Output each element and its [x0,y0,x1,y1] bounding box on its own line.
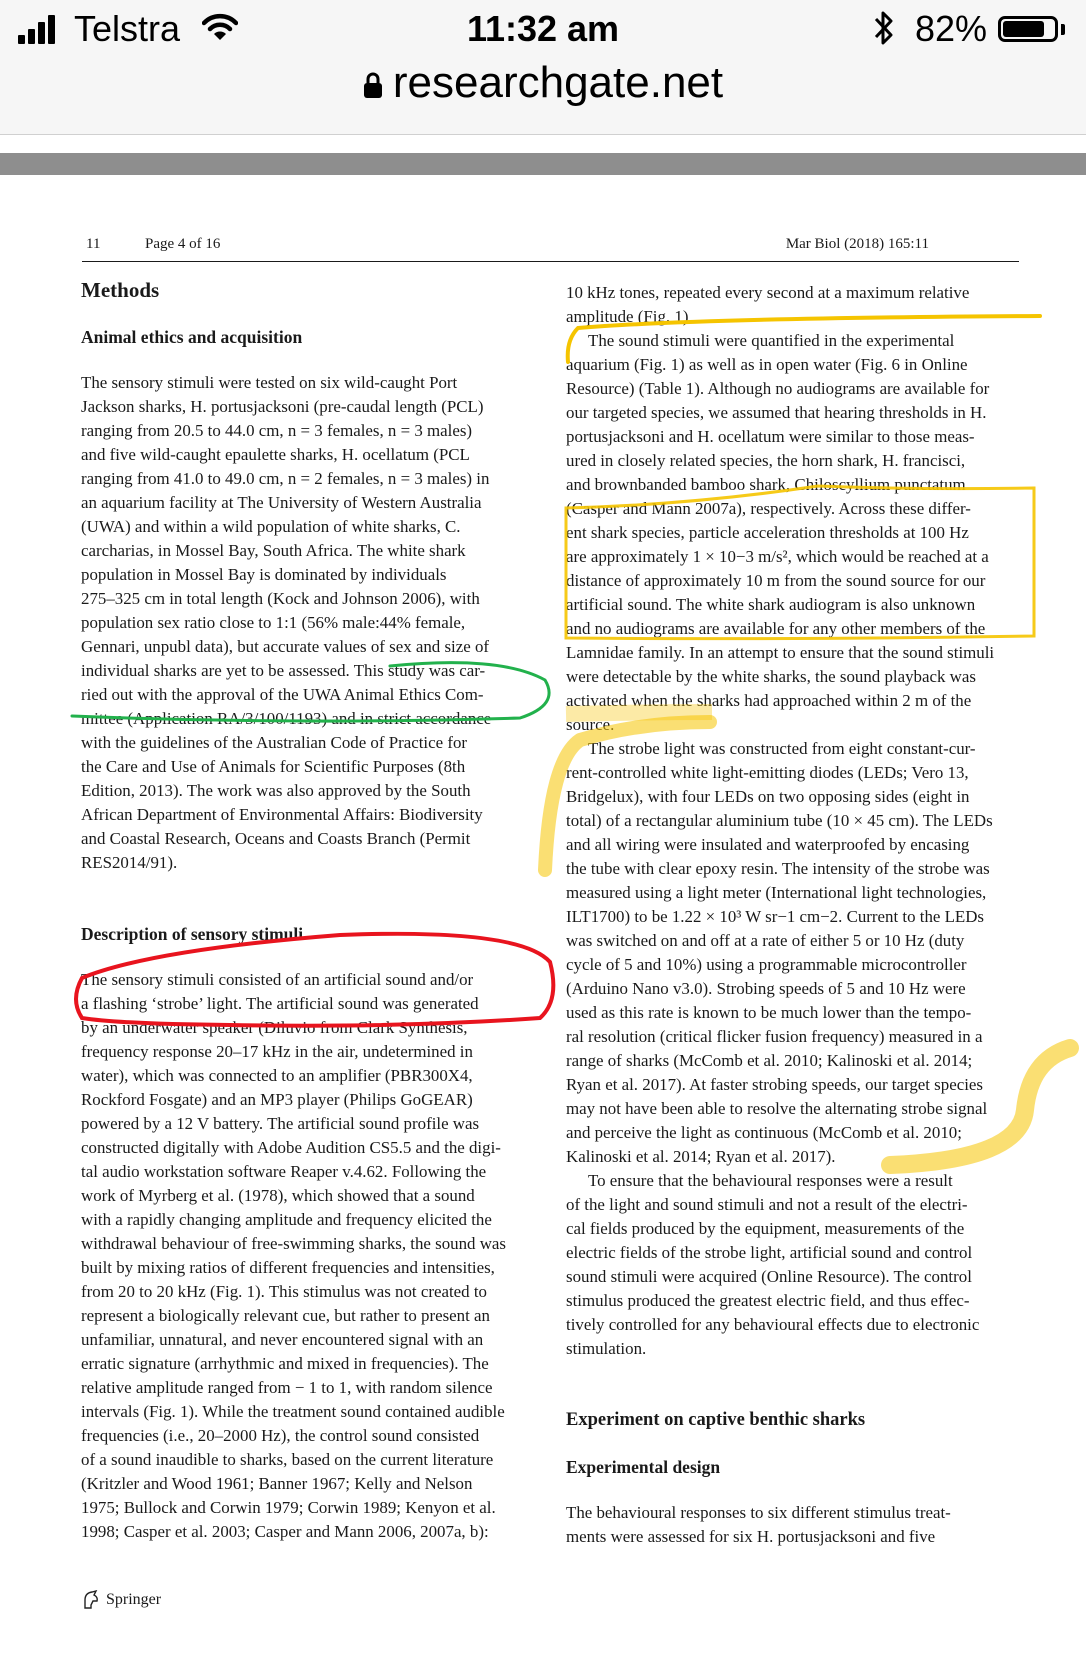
paragraph-electric-fields [566,1169,1019,1361]
text-line: stimulation. [566,1339,647,1358]
springer-horse-icon [82,1590,100,1610]
paragraph-sound-quantified [566,329,1019,737]
text-line: the tube with clear epoxy resin. The intensity of the strobe was [566,859,990,878]
text-line: 275–325 cm in total length (Kock and Johnson 2006), with [81,589,480,608]
text-line: (Arduino Nano v3.0). Strobing speeds of 5 and 10 Hz were [566,979,966,998]
text-line: total) of a rectangular aluminium tube (10 × 45 cm). The LEDs [566,811,993,830]
text-line: aquarium (Fig. 1) as well as in open water (Fig. 6 in Online [566,355,968,374]
text-line: The sensory stimuli were tested on six wild-caught Port [81,373,458,392]
text-line: an aquarium facility at The University of Western Australia [81,493,482,512]
text-line: of the light and sound stimuli and not a result of the electri- [566,1195,968,1214]
paragraph-animal-ethics [81,371,534,875]
text-line: frequencies (i.e., 20–2000 Hz), the control sound consisted [81,1426,480,1445]
text-line: sound stimuli were acquired (Online Resource). The control [566,1267,972,1286]
text-line: powered by a 12 V battery. The artificial sound profile was [81,1114,480,1133]
paragraph-description [81,968,534,1544]
address-bar[interactable] [0,58,1086,108]
text-line: rent-controlled white light-emitting diodes (LEDs; Vero 13, [566,763,969,782]
text-line: measured using a light meter (International light technologies, [566,883,987,902]
text-line: are approximately 1 × 10−3 m/s², which would be reached at a [566,547,989,566]
text-line: electric fields of the strobe light, artificial sound and control [566,1243,973,1262]
text-line: ral resolution (critical flicker fusion frequency) measured in a [566,1027,983,1046]
text-line: and brownbanded bamboo shark, Chiloscyllium punctatum [566,475,966,494]
text-line: Gennari, unpubl data), but accurate values of sex and size of [81,637,490,656]
text-line: To ensure that the behavioural responses were a result [588,1171,953,1190]
text-line: The sensory stimuli consisted of an artificial sound and/or [81,970,474,989]
text-line: water), which was connected to an amplifier (PBR300X4, [81,1066,473,1085]
text-line: unfamiliar, unnatural, and never encountered signal with an [81,1330,484,1349]
text-line: of a sound inaudible to sharks, based on the current literature [81,1450,494,1469]
text-line: artificial sound. The white shark audiogram is also unknown [566,595,976,614]
text-line: RES2014/91). [81,853,178,872]
bluetooth-icon [872,8,896,48]
text-line: represent a biologically relevant cue, but rather to present an [81,1306,490,1325]
running-head [82,236,1019,262]
text-line: ent shark species, particle acceleration thresholds at 100 Hz [566,523,969,542]
text-line: and five wild-caught epaulette sharks, H. ocellatum (PCL [81,445,470,464]
text-line: a flashing ‘strobe’ light. The artificial sound was generated [81,994,479,1013]
text-line: constructed digitally with Adobe Audition CS5.5 and the digi- [81,1138,501,1157]
subsection-heading-description: Description of sensory stimuli [81,924,304,944]
text-line: Edition, 2013). The work was also approved by the South [81,781,471,800]
text-line: (Casper and Mann 2007a), respectively. Across these differ- [566,499,971,518]
text-line: 1998; Casper et al. 2003; Casper and Mann 2006, 2007a, b): [81,1522,489,1541]
section-heading-methods: Methods [81,278,160,302]
text-line: with the guidelines of the Australian Code of Practice for [81,733,468,752]
text-line: and Coastal Research, Oceans and Coasts Branch (Permit [81,829,471,848]
url-text: researchgate.net [392,58,724,107]
text-line: ured in closely related species, the horn shark, H. francisci, [566,451,966,470]
journal-citation: Mar Biol (2018) 165:11 [785,236,929,252]
text-line: Jackson sharks, H. portusjacksoni (pre-caudal length (PCL) [81,397,484,416]
text-line: by an underwater speaker (Diluvio from Clark Synthesis, [81,1018,468,1037]
text-line: and no audiograms are available for any other members of the [566,619,986,638]
battery-tip [1061,24,1065,35]
text-line: individual sharks are yet to be assessed. This study was car- [81,661,486,680]
text-line: with a rapidly changing amplitude and frequency elicited the [81,1210,492,1229]
text-line: used as this rate is known to be much lower than the tempo- [566,1003,972,1022]
carrier-name: Telstra [74,8,181,49]
text-line: was switched on and off at a rate of either 5 or 10 Hz (duty [566,931,965,950]
publisher-name: Springer [106,1591,162,1608]
text-line: frequency response 20–17 kHz in the air, undetermined in [81,1042,473,1061]
text-line: and perceive the light as continuous (McComb et al. 2010; [566,1123,962,1142]
text-line: carcharias, in Mossel Bay, South Africa. The white shark [81,541,466,560]
text-line: ranging from 41.0 to 49.0 cm, n = 2 females, n = 3 males) in [81,469,490,488]
text-line: cycle of 5 and 10%) using a programmable microcontroller [566,955,967,974]
section-heading-experiment: Experiment on captive benthic sharks [566,1410,866,1430]
text-line: Rockford Fosgate) and an MP3 player (Philips GoGEAR) [81,1090,473,1109]
text-line: ments were assessed for six H. portusjacksoni and five [566,1527,936,1546]
text-line: portusjacksoni and H. ocellatum were similar to those meas- [566,427,975,446]
lock-icon [363,71,383,99]
page-of-label: Page 4 of 16 [145,236,221,252]
text-line: work of Myrberg et al. (1978), which showed that a sound [81,1186,475,1205]
text-line: withdrawal behaviour of free-swimming sharks, the sound was [81,1234,506,1253]
text-line: tively controlled for any behavioural effects due to electronic [566,1315,980,1334]
text-line: built by mixing ratios of different frequencies and intensities, [81,1258,495,1277]
ios-status-bar [0,0,1086,135]
paragraph-experimental-design [566,1501,1019,1549]
clock: 11:32 am [466,8,620,49]
text-line: activated when the sharks had approached within 2 m of the [566,691,972,710]
text-line: range of sharks (McComb et al. 2010; Kalinoski et al. 2014; [566,1051,973,1070]
battery-fill [1003,21,1044,37]
text-line: (Kritzler and Wood 1961; Banner 1967; Kelly and Nelson [81,1474,473,1493]
text-line: and all wiring were insulated and waterproofed by encasing [566,835,970,854]
text-line: distance of approximately 10 m from the sound source for our [566,571,986,590]
text-line: erratic signature (arrhythmic and mixed in frequencies). The [81,1354,489,1373]
text-line: may not have been able to resolve the alternating strobe signal [566,1099,988,1118]
text-line: Kalinoski et al. 2014; Ryan et al. 2017). [566,1147,836,1166]
text-line: source. [566,715,615,734]
text-line: cal fields produced by the equipment, measurements of the [566,1219,965,1238]
text-line: The sound stimuli were quantified in the experimental [588,331,955,350]
text-line: 10 kHz tones, repeated every second at a maximum relative [566,283,970,302]
left-column [81,278,534,1544]
text-line: the Care and Use of Animals for Scientific Purposes (8th [81,757,466,776]
text-line: ranging from 20.5 to 44.0 cm, n = 3 females, n = 3 males) [81,421,473,440]
text-line: tal audio workstation software Reaper v.4.62. Following the [81,1162,487,1181]
text-line: amplitude (Fig. 1). [566,307,693,326]
text-line: stimulus produced the greatest electric field, and thus effec- [566,1291,970,1310]
battery-percent: 82% [915,8,988,49]
text-line: from 20 to 20 kHz (Fig. 1). This stimulus was not created to [81,1282,487,1301]
text-line: Bridgelux), with four LEDs on two opposing sides (eight in [566,787,970,806]
text-line: mittee (Application RA/3/100/1193) and in strict accordance [81,709,492,728]
text-line: intervals (Fig. 1). While the treatment sound contained audible [81,1402,505,1421]
text-line: ILT1700) to be 1.22 × 10³ W sr−1 cm−2. Current to the LEDs [566,907,985,926]
page-number: 11 [86,236,101,252]
right-column [566,281,1019,1549]
text-line: 1975; Bullock and Corwin 1979; Corwin 1989; Kenyon et al. [81,1498,496,1517]
text-line: The strobe light was constructed from eight constant-cur- [588,739,976,758]
subsection-heading-experimental-design: Experimental design [566,1457,721,1477]
text-line: The behavioural responses to six different stimulus treat- [566,1503,951,1522]
text-line: (UWA) and within a wild population of white sharks, C. [81,517,461,536]
text-line: relative amplitude ranged from − 1 to 1, with random silence [81,1378,493,1397]
text-line: Resource) (Table 1). Although no audiograms are available for [566,379,990,398]
text-line: African Department of Environmental Affairs: Biodiversity [81,805,483,824]
text-line: population in Mossel Bay is dominated by individuals [81,565,447,584]
page-footer [82,1590,161,1610]
paragraph-tones [566,281,1019,329]
text-line: Lamnidae family. In an attempt to ensure that the sound stimuli [566,643,995,662]
battery-icon [998,16,1058,42]
paragraph-strobe-light [566,737,1019,1169]
subsection-heading-animal-ethics: Animal ethics and acquisition [81,327,303,347]
text-line: ried out with the approval of the UWA Animal Ethics Com- [81,685,484,704]
text-line: Ryan et al. 2017). At faster strobing speeds, our target species [566,1075,983,1094]
text-line: population sex ratio close to 1:1 (56% male:44% female, [81,613,466,632]
viewer-toolbar-strip [0,153,1086,175]
text-line: were detectable by the white sharks, the sound playback was [566,667,976,686]
text-line: our targeted species, we assumed that hearing thresholds in H. [566,403,987,422]
